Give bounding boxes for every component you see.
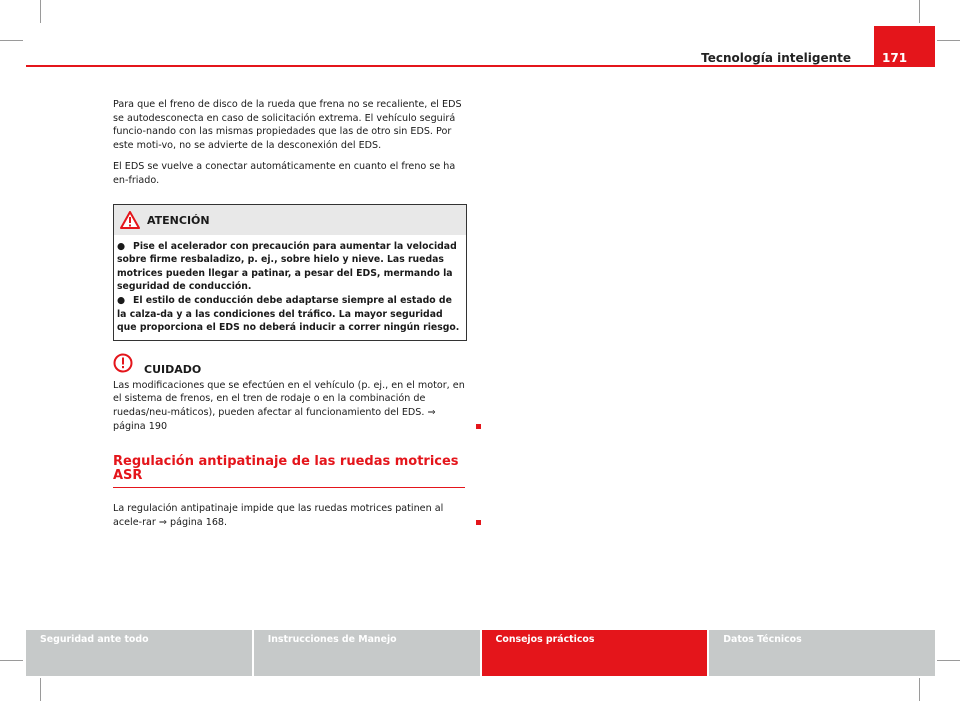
paragraph	[113, 502, 469, 529]
warning-item-text: El estilo de conducción debe adaptarse siempre al estado de la calza-da y a las condiciones del tráfico. La mayor seguridad que proporciona el EDS no deberá inducir a correr ningún riesgo.	[117, 294, 460, 334]
caution-title: CUIDADO	[144, 362, 202, 376]
footer-tab-datos[interactable]: Datos Técnicos	[709, 630, 935, 676]
end-of-section-mark	[476, 424, 481, 429]
bullet: ●	[117, 294, 126, 306]
crop-mark	[937, 40, 960, 41]
warning-title: ATENCIÓN	[147, 213, 210, 227]
page-number: 171	[882, 51, 908, 65]
paragraph-text: La regulación antipatinaje impide que las ruedas motrices patinen al acele-rar ⇒ página 168.	[113, 503, 444, 528]
crop-mark	[937, 660, 960, 661]
crop-mark	[0, 660, 23, 661]
crop-mark	[0, 40, 23, 41]
warning-item	[117, 294, 463, 335]
footer-tab-consejos[interactable]: Consejos prácticos	[482, 630, 708, 676]
exclamation-circle-icon	[113, 353, 133, 378]
footer-tab-seguridad[interactable]: Seguridad ante todo	[26, 630, 252, 676]
crop-mark	[919, 678, 920, 701]
warning-item	[117, 240, 463, 294]
warning-body	[114, 235, 466, 340]
footer-nav	[26, 630, 935, 676]
section-title: Tecnología inteligente	[701, 51, 851, 65]
bullet: ●	[117, 240, 126, 252]
section-heading: Regulación antipatinaje de las ruedas motrices ASR	[113, 455, 465, 488]
crop-mark	[40, 678, 41, 701]
paragraph: El EDS se vuelve a conectar automáticamente en cuanto el freno se ha en-friado.	[113, 161, 456, 186]
header-rule	[26, 65, 935, 67]
crop-mark	[40, 0, 41, 23]
caution-text	[113, 379, 469, 433]
paragraph: Para que el freno de disco de la rueda que frena no se recaliente, el EDS se autodesconecta en caso de solicitación extrema. El vehículo seguirá funcio-nando con las mismas propiedades que las de otro sin EDS. Por este moti-vo, no se advierte de la desconexión del EDS.	[113, 99, 462, 151]
content-column	[113, 98, 469, 529]
warning-header	[114, 205, 466, 235]
caution-text-content: Las modificaciones que se efectúen en el vehículo (p. ej., en el motor, en el sistema de frenos, en el tren de rodaje o en la combinación de ruedas/neu-máticos), pueden afectar al funcionamiento del EDS. ⇒ página 190	[113, 379, 465, 432]
warning-triangle-icon	[120, 211, 140, 234]
warning-box	[113, 204, 467, 341]
crop-mark	[919, 0, 920, 23]
warning-item-text: Pise el acelerador con precaución para aumentar la velocidad sobre firme resbaladizo, p. ej., sobre hielo y nieve. Las ruedas motrices pueden llegar a patinar, a pesar del EDS, mermando la seguridad de conducción.	[117, 240, 457, 293]
end-of-section-mark	[476, 520, 481, 525]
caution-note	[113, 355, 469, 433]
footer-tab-instrucciones[interactable]: Instrucciones de Manejo	[254, 630, 480, 676]
